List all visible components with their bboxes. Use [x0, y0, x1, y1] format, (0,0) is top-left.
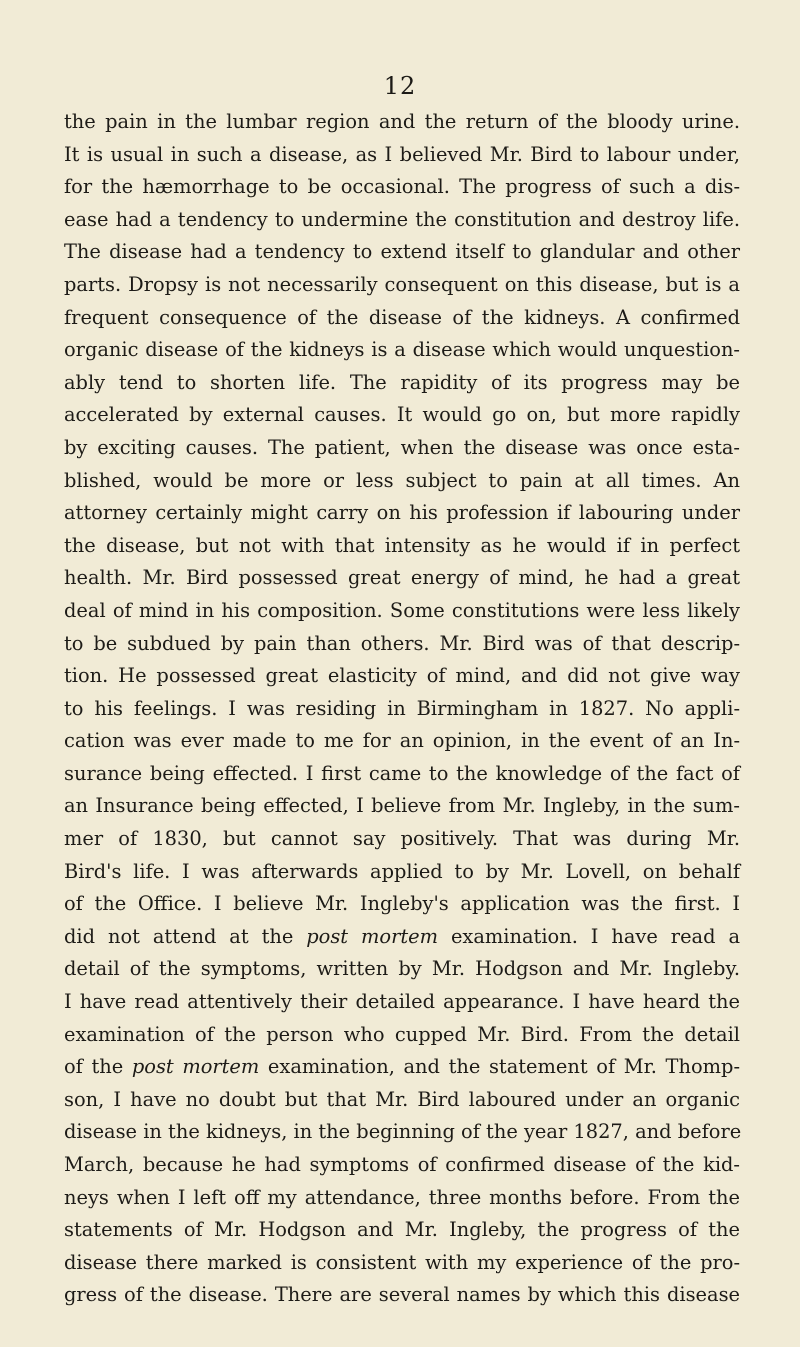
- text-line: blished, would be more or less subject to pain at all times. An: [64, 468, 740, 492]
- text-line: health. Mr. Bird possessed great energy of mind, he had a great: [64, 566, 740, 590]
- text-line: to his feelings. I was residing in Birmingham in 1827. No appli-: [64, 696, 740, 720]
- text-line: The disease had a tendency to extend itself to glandular and other: [64, 240, 740, 264]
- text-line: by exciting causes. The patient, when the disease was once esta-: [64, 435, 740, 459]
- text-line: surance being effected. I first came to the knowledge of the fact of: [64, 761, 740, 785]
- text-line: of the Office. I believe Mr. Ingleby's application was the first. I: [64, 892, 740, 916]
- italic-term: post mortem: [131, 1055, 260, 1079]
- text-line: son, I have no doubt but that Mr. Bird laboured under an organic: [64, 1087, 740, 1111]
- text-line: It is usual in such a disease, as I believed Mr. Bird to labour under,: [64, 142, 740, 166]
- body-text: [64, 106, 740, 1312]
- text-line: frequent consequence of the disease of the kidneys. A confirmed: [64, 305, 740, 329]
- text-line: deal of mind in his composition. Some constitutions were less likely: [64, 598, 740, 622]
- text-line: organic disease of the kidneys is a disease which would unquestion-: [64, 338, 740, 362]
- text-line: disease there marked is consistent with my experience of the pro-: [64, 1250, 740, 1274]
- text-line: I have read attentively their detailed appearance. I have heard the: [64, 990, 740, 1014]
- text-line: to be subdued by pain than others. Mr. Bird was of that descrip-: [64, 631, 740, 655]
- italic-term: post mortem: [306, 924, 439, 948]
- text-line: March, because he had symptoms of confirmed disease of the kid-: [64, 1153, 740, 1176]
- text-line: examination of the person who cupped Mr. Bird. From the detail: [64, 1022, 740, 1046]
- text-line: cation was ever made to me for an opinion, in the event of an In-: [64, 729, 740, 753]
- text-run: did not attend at the: [64, 924, 307, 948]
- text-line: for the hæmorrhage to be occasional. The progress of such a dis-: [64, 175, 740, 199]
- text-line: an Insurance being effected, I believe from Mr. Ingleby, in the sum-: [64, 794, 740, 818]
- text-line: attorney certainly might carry on his profession if labouring under: [64, 501, 740, 525]
- text-line-with-italic: [64, 1051, 740, 1084]
- text-run: examination. I have read a: [438, 924, 741, 948]
- page-number: 12: [383, 72, 417, 100]
- text-line: ably tend to shorten life. The rapidity of its progress may be: [64, 370, 740, 394]
- text-line: disease in the kidneys, in the beginning of the year 1827, and before: [64, 1120, 742, 1144]
- text-line: Bird's life. I was afterwards applied to by Mr. Lovell, on behalf: [64, 859, 740, 883]
- text-line: neys when I left off my attendance, three months before. From the: [64, 1185, 740, 1209]
- text-run: of the: [64, 1055, 132, 1079]
- text-line: parts. Dropsy is not necessarily consequent on this disease, but is a: [64, 272, 740, 296]
- text-line: detail of the symptoms, written by Mr. Hodgson and Mr. Ingleby.: [64, 957, 740, 981]
- text-line: mer of 1830, but cannot say positively. That was during Mr.: [64, 827, 740, 851]
- text-line: ease had a tendency to undermine the constitution and destroy life.: [64, 207, 740, 231]
- text-line: the pain in the lumbar region and the return of the bloody urine.: [64, 110, 740, 133]
- text-line: tion. He possessed great elasticity of mind, and did not give way: [64, 664, 740, 688]
- text-line: the disease, but not with that intensity as he would if in perfect: [64, 533, 740, 557]
- text-line: statements of Mr. Hodgson and Mr. Ingleby, the progress of the: [64, 1218, 740, 1242]
- text-line: accelerated by external causes. It would go on, but more rapidly: [64, 403, 740, 427]
- text-line-with-italic: [64, 921, 740, 954]
- text-line: gress of the disease. There are several names by which this disease: [64, 1283, 740, 1307]
- text-run: examination, and the statement of Mr. Thomp-: [259, 1055, 741, 1079]
